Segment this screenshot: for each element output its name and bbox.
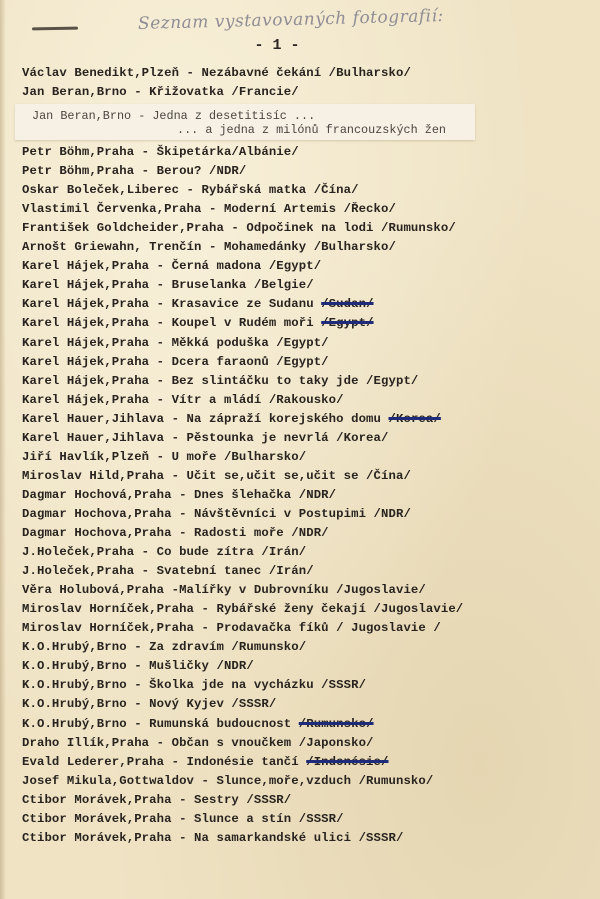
list-entry [22,412,441,426]
entry-text: K.O.Hrubý,Brno - Rumunská budoucnost [22,716,299,731]
list-entry [22,450,306,464]
list-entry [22,793,291,807]
list-entry [22,316,374,330]
entry-text: Petr Böhm,Praha - Škipetárka/Albánie/ [22,145,299,159]
list-entry [22,717,374,731]
entry-text: Miroslav Horníček,Praha - Prodavačka fíků / Jugoslavie / [22,621,441,636]
entry-text: J.Holeček,Praha - Svatební tanec /Irán/ [22,564,314,579]
list-entry [22,812,344,826]
entry-text: Ctibor Morávek,Praha - Na samarkandské ulici /SSSR/ [22,830,404,845]
handwritten-heading: Seznam vystavovaných fotografií: [137,6,445,34]
dash-mark [32,27,78,31]
entry-text: Dagmar Hochova,Praha - Radosti moře /NDR/ [22,526,329,540]
struck-country: /Rumunsko/ [298,716,374,731]
struck-country: /Egypt/ [321,316,374,331]
entry-text: Oskar Boleček,Liberec - Rybářská matka /Čína/ [22,183,359,198]
entry-text: Karel Hájek,Praha - Krasavice ze Sudanu [22,297,322,312]
entry-text: Jiří Havlík,Plzeň - U moře /Bulharsko/ [22,449,307,464]
pasted-slip [15,104,475,140]
entry-text: K.O.Hrubý,Brno - Nový Kyjev /SSSR/ [22,697,277,712]
entry-text: Miroslav Hild,Praha - Učit se,učit se,učit se /Čína/ [22,468,411,483]
struck-country: /Sudan/ [321,297,374,312]
list-entry [22,66,411,80]
page-number: - 1 - [254,37,300,54]
list-entry [22,602,463,616]
struck-country: /Korea/ [388,411,441,426]
entry-text: Karel Hájek,Praha - Černá madona /Egypt/ [22,259,322,274]
entry-text: K.O.Hrubý,Brno - Školka jde na vycházku /SSSR/ [22,678,367,693]
list-entry [22,393,344,407]
entry-text: Karel Hauer,Jihlava - Na zápraží korejského domu [22,411,389,426]
list-entry [22,240,396,254]
entry-text: Miroslav Horníček,Praha - Rybářské ženy čekají /Jugoslavie/ [22,602,464,617]
entry-text: K.O.Hrubý,Brno - Za zdravím /Rumunsko/ [22,640,307,655]
list-entry [22,507,411,521]
entry-text: Josef Mikula,Gottwaldov - Slunce,moře,vzduch /Rumunsko/ [22,773,434,788]
list-entry [22,336,329,350]
list-entry [22,278,314,292]
entry-text: Dagmar Hochova,Praha - Návštěvníci v Postupimi /NDR/ [22,506,411,521]
entry-text: Draho Illík,Praha - Občan s vnoučkem /Japonsko/ [22,735,374,750]
slip-line-2: ... a jedna z milónů francouzských žen [177,123,447,137]
entry-text: Karel Hauer,Jihlava - Pěstounka je nevrlá /Korea/ [22,430,389,445]
list-entry [22,355,329,369]
entry-text: Ctibor Morávek,Praha - Slunce a stín /SSSR/ [22,811,344,826]
entry-text: Dagmar Hochová,Praha - Dnes šlehačka /NDR/ [22,487,337,502]
list-entry [22,659,254,673]
entry-text: Karel Hájek,Praha - Bruselanka /Belgie/ [22,278,314,293]
list-entry [22,221,456,235]
entry-text: Karel Hájek,Praha - Měkká poduška /Egypt/ [22,335,329,350]
entry-text: J.Holeček,Praha - Co bude zítra /Irán/ [22,545,307,560]
struck-country: /Indonésie/ [306,754,389,769]
list-entry [22,85,299,99]
list-entry [22,202,396,216]
page-edge-shadow [0,0,6,899]
list-entry [22,297,374,311]
entry-text: Karel Hájek,Praha - Vítr a mládí /Rakousko/ [22,392,344,407]
list-entry [22,583,426,597]
list-entry [22,145,299,159]
entry-text: Vlastimil Červenka,Praha - Moderní Artemis /Řecko/ [22,202,396,217]
entry-text: Karel Hájek,Praha - Bez slintáčku to taky jde /Egypt/ [22,373,419,388]
list-entry [22,374,418,388]
entry-text: Věra Holubová,Praha -Malířky v Dubrovníku /Jugoslavie/ [22,583,426,598]
list-entry [22,774,433,788]
list-entry [22,488,336,502]
list-entry [22,755,389,769]
list-entry [22,678,366,692]
list-entry [22,564,314,578]
entry-text: K.O.Hrubý,Brno - Mušličky /NDR/ [22,659,254,674]
list-entry [22,736,374,750]
entry-text: Arnošt Griewahn, Trenčín - Mohamedánky /Bulharsko/ [22,240,396,255]
list-entry [22,640,306,654]
list-entry [22,697,276,711]
entry-text: Karel Hájek,Praha - Dcera faraonů /Egypt/ [22,354,329,369]
list-entry [22,431,389,445]
list-entry [22,164,246,178]
list-entry [22,831,403,845]
list-entry [22,526,329,540]
entry-text: Karel Hájek,Praha - Koupel v Rudém moři [22,316,322,331]
slip-line-1: Jan Beran,Brno - Jedna z desetitisíc ... [32,109,316,123]
entry-text: Jan Beran,Brno - Křižovatka /Francie/ [22,85,299,99]
list-entry [22,621,441,635]
entry-text: Ctibor Morávek,Praha - Sestry /SSSR/ [22,792,292,807]
list-entry [22,545,306,559]
list-entry [22,183,359,197]
entry-text: František Goldcheider,Praha - Odpočinek na lodi /Rumunsko/ [22,221,456,236]
list-entry [22,469,411,483]
list-entry [22,259,321,273]
entry-text: Petr Böhm,Praha - Berou? /NDR/ [22,164,247,179]
entry-text: Václav Benedikt,Plzeň - Nezábavné čekání /Bulharsko/ [22,66,411,80]
entry-text: Evald Lederer,Praha - Indonésie tančí [22,754,307,769]
